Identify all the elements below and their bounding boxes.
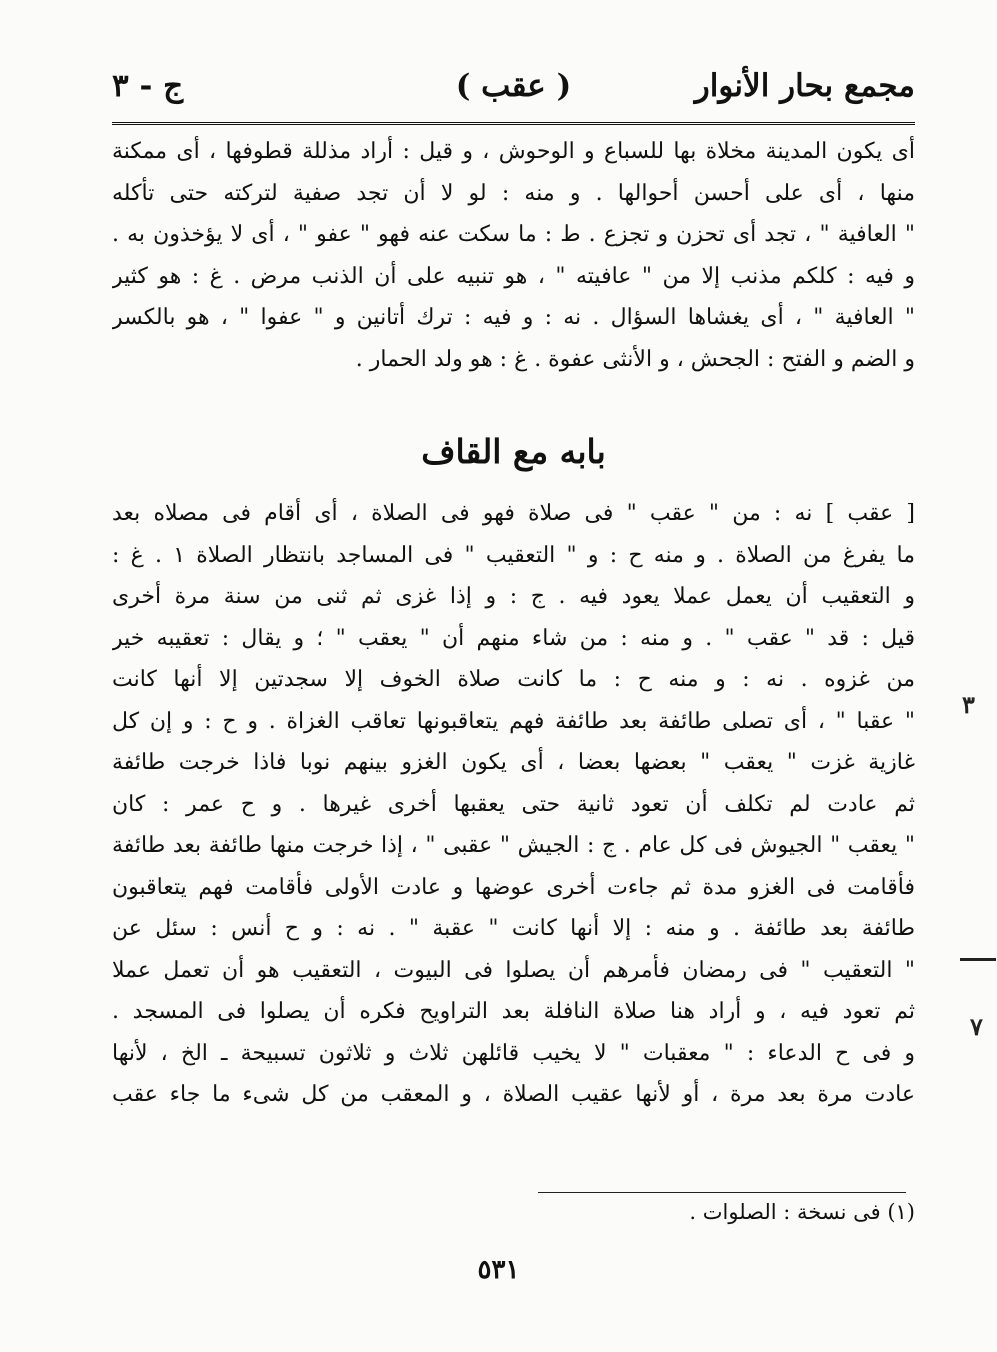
- margin-mark: ٣: [962, 690, 975, 719]
- paragraph-1: [112, 131, 915, 411]
- footnote: (١) فى نسخة : الصلوات .: [689, 1200, 915, 1224]
- text-line: " عقبا " ، أى تصلى طائفة بعد طائفة فهم يتعاقبونها تعاقب الغزاة . و ح : و إن كل: [112, 708, 915, 734]
- margin-mark: ٧: [970, 1012, 983, 1041]
- text-line: قيل : قد " عقب " . و منه : من شاء منهم أن " يعقب " ؛ و يقال : تعقيبه خير: [112, 625, 915, 651]
- footnote-rule: [538, 1192, 906, 1193]
- book-title: مجمع بحار الأنوار: [694, 68, 915, 104]
- text-line: فأقامت فى الغزو مدة ثم جاءت أخرى عوضها و عادت الأولى فأقامت فهم يتعاقبون: [112, 874, 915, 900]
- header-rule: [112, 122, 915, 128]
- text-line: أى يكون المدينة مخلاة بها للسباع و الوحوش ، و قيل : أراد مذللة قطوفها ، أى ممكنة: [112, 139, 915, 164]
- text-line: " العافية " ، تجد أى تحزن و تجزع . ط : ما سكت عنه فهو " عفو " ، أى لا يؤخذون به .: [112, 222, 915, 247]
- text-line: " العافية " ، أى يغشاها السؤال . نه : و فيه : ترك أتانين و " عفوا " ، هو بالكسر: [112, 305, 915, 330]
- text-line: و التعقيب أن يعمل عملا يعود فيه . ج : و إذا غزى ثم ثنى من سنة مرة أخرى: [112, 584, 915, 609]
- text-line: و فيه : كلكم مذنب إلا من " عافيته " ، هو تنبيه على أن الذنب مرض . غ : هو كثير: [112, 263, 915, 289]
- paragraph-2: [112, 493, 915, 1173]
- volume-label: ج - ٣: [112, 68, 184, 104]
- text-line: " التعقيب " فى رمضان فأمرهم أن يصلوا فى البيوت ، التعقيب هو أن تعمل عملا: [112, 957, 915, 983]
- text-line: عادت مرة بعد مرة ، أو لأنها عقيب الصلاة ، و المعقب من كل شىء ما جاء عقب: [112, 1082, 915, 1107]
- text-line: طائفة بعد طائفة . و منه : إلا أنها كانت " عقبة " . نه : و ح أنس : سئل عن: [112, 916, 915, 941]
- text-line: غازية غزت " يعقب " بعضها بعضا ، أى يكون الغزو بينهم نوبا فاذا خرجت طائفة: [112, 750, 915, 775]
- text-line: ما يفرغ من الصلاة . و منه ح : و " التعقيب " فى المساجد بانتظار الصلاة ١ . غ :: [112, 542, 915, 568]
- running-header: [112, 62, 915, 122]
- text-line: من غزوه . نه : و منه ح : ما كانت صلاة الخوف إلا سجدتين إلا أنها كانت: [112, 667, 915, 692]
- text-line: منها ، أى على أحسن أحوالها . و منه : لو لا أن تجد صفية لتركته حتى تأكله: [112, 180, 915, 206]
- text-line: و الضم و الفتح : الجحش ، و الأنثى عفوة . غ : هو ولد الحمار .: [355, 346, 915, 372]
- text-line: ثم تعود فيه ، و أراد هنا صلاة النافلة بعد التراويح فكره أن يصلوا فى المسجد .: [112, 999, 915, 1024]
- margin-dash: [960, 958, 996, 961]
- text-line: ثم عادت لم تكلف أن تعود ثانية حتى يعقبها أخرى غيرها . و ح عمر : كان: [112, 791, 915, 817]
- text-line: " يعقب " الجيوش فى كل عام . ج : الجيش " عقبى " ، إذا خرجت منها طائفة بعد طائفة: [112, 833, 915, 858]
- page-number: ٥٣١: [477, 1255, 520, 1285]
- entry-root: ( عقب ): [455, 68, 572, 104]
- section-title: بابه مع القاف: [421, 432, 606, 471]
- text-line: و فى ح الدعاء : " معقبات " لا يخيب قائلهن ثلاث و ثلاثون تسبيحة ـ الخ ، لأنها: [112, 1040, 915, 1066]
- text-line: [ عقب ] نه : من " عقب " فى صلاة فهو فى الصلاة ، أى أقام فى مصلاه بعد: [112, 501, 915, 526]
